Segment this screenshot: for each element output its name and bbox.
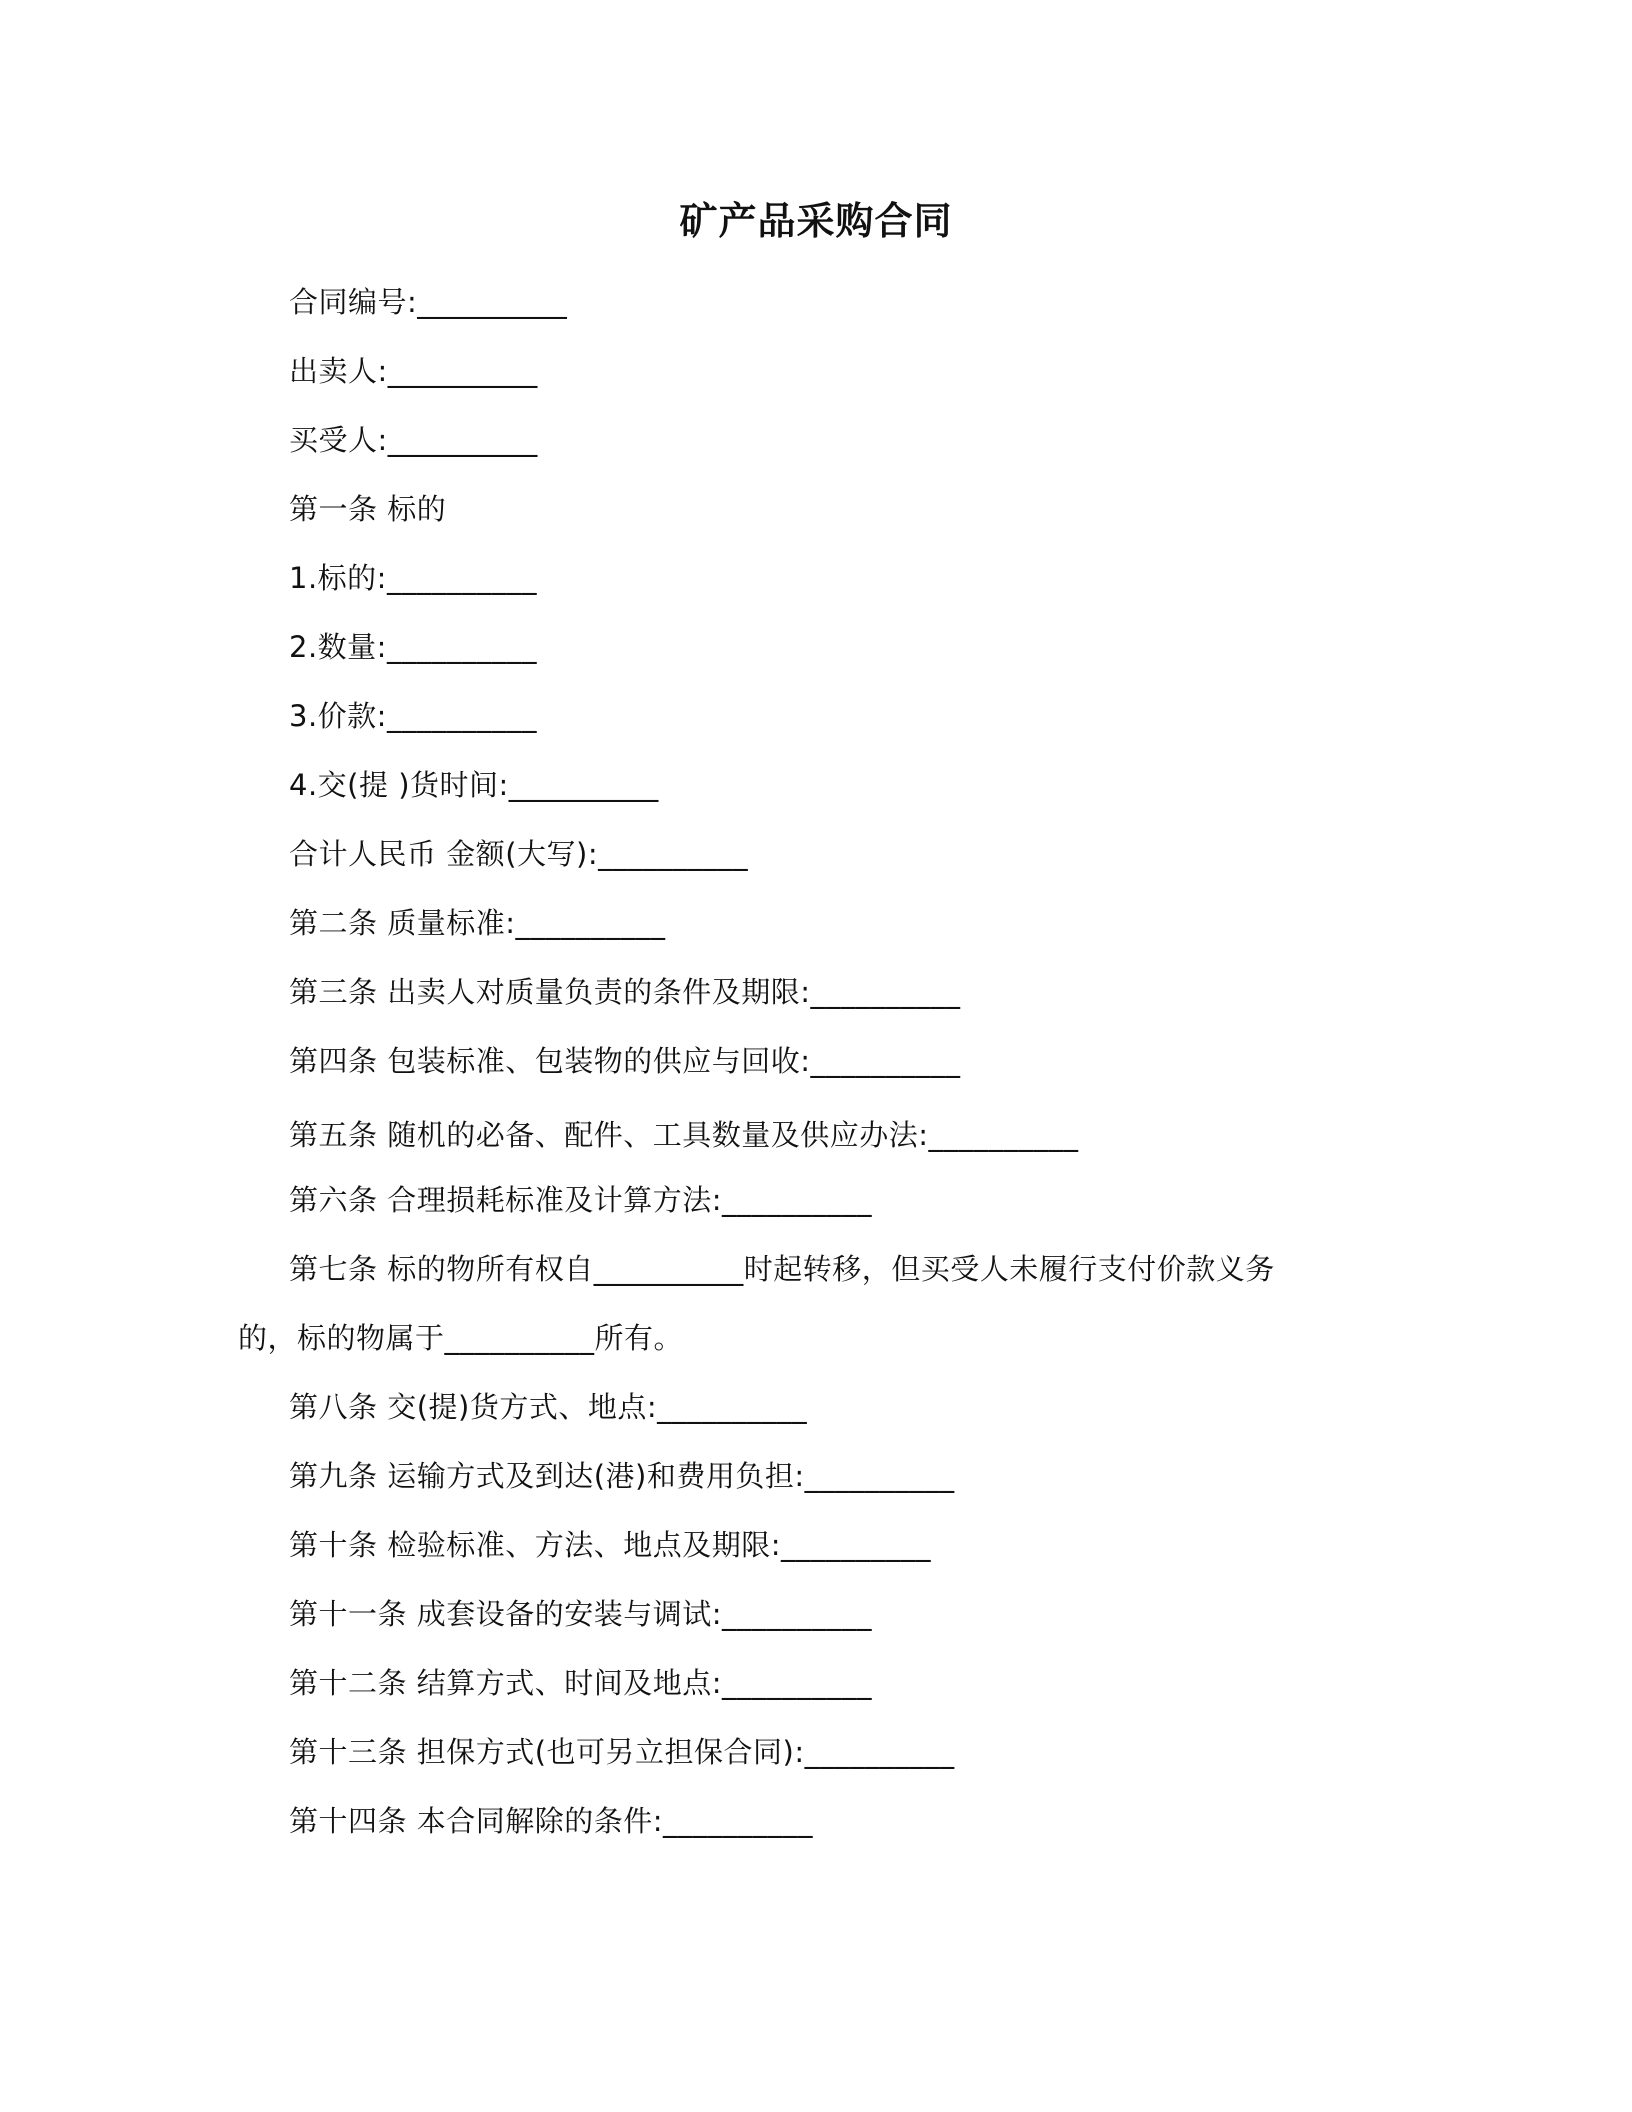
document-title: 矿产品采购合同 bbox=[679, 199, 953, 243]
article-14: 第十四条 本合同解除的条件:__________ bbox=[289, 1804, 813, 1838]
article-11: 第十一条 成套设备的安装与调试:__________ bbox=[289, 1597, 872, 1631]
delivery-time-field: 4.交(提 )货时间:__________ bbox=[289, 768, 659, 802]
article-1-heading: 第一条 标的 bbox=[289, 492, 447, 526]
article-7-continued: 的，标的物属于__________所有。 bbox=[238, 1321, 684, 1355]
quantity-field: 2.数量:__________ bbox=[289, 630, 537, 664]
seller-field: 出卖人:__________ bbox=[289, 354, 538, 388]
article-6: 第六条 合理损耗标准及计算方法:__________ bbox=[289, 1183, 872, 1217]
article-4: 第四条 包装标准、包装物的供应与回收:__________ bbox=[289, 1044, 961, 1078]
total-amount-field: 合计人民币 金额(大写):__________ bbox=[289, 837, 749, 871]
article-3: 第三条 出卖人对质量负责的条件及期限:__________ bbox=[289, 975, 961, 1009]
buyer-field: 买受人:__________ bbox=[289, 423, 538, 457]
article-8: 第八条 交(提)货方式、地点:__________ bbox=[289, 1390, 808, 1424]
article-9: 第九条 运输方式及到达(港)和费用负担:__________ bbox=[289, 1459, 955, 1493]
subject-field: 1.标的:__________ bbox=[289, 561, 537, 595]
article-10: 第十条 检验标准、方法、地点及期限:__________ bbox=[289, 1528, 931, 1562]
contract-number-field: 合同编号:__________ bbox=[289, 285, 568, 319]
article-5: 第五条 随机的必备、配件、工具数量及供应办法:__________ bbox=[289, 1118, 1079, 1152]
article-2: 第二条 质量标准:__________ bbox=[289, 906, 666, 940]
article-12: 第十二条 结算方式、时间及地点:__________ bbox=[289, 1666, 872, 1700]
article-7: 第七条 标的物所有权自__________时起转移，但买受人未履行支付价款义务 bbox=[289, 1252, 1275, 1286]
article-13: 第十三条 担保方式(也可另立担保合同):__________ bbox=[289, 1735, 955, 1769]
price-field: 3.价款:__________ bbox=[289, 699, 537, 733]
